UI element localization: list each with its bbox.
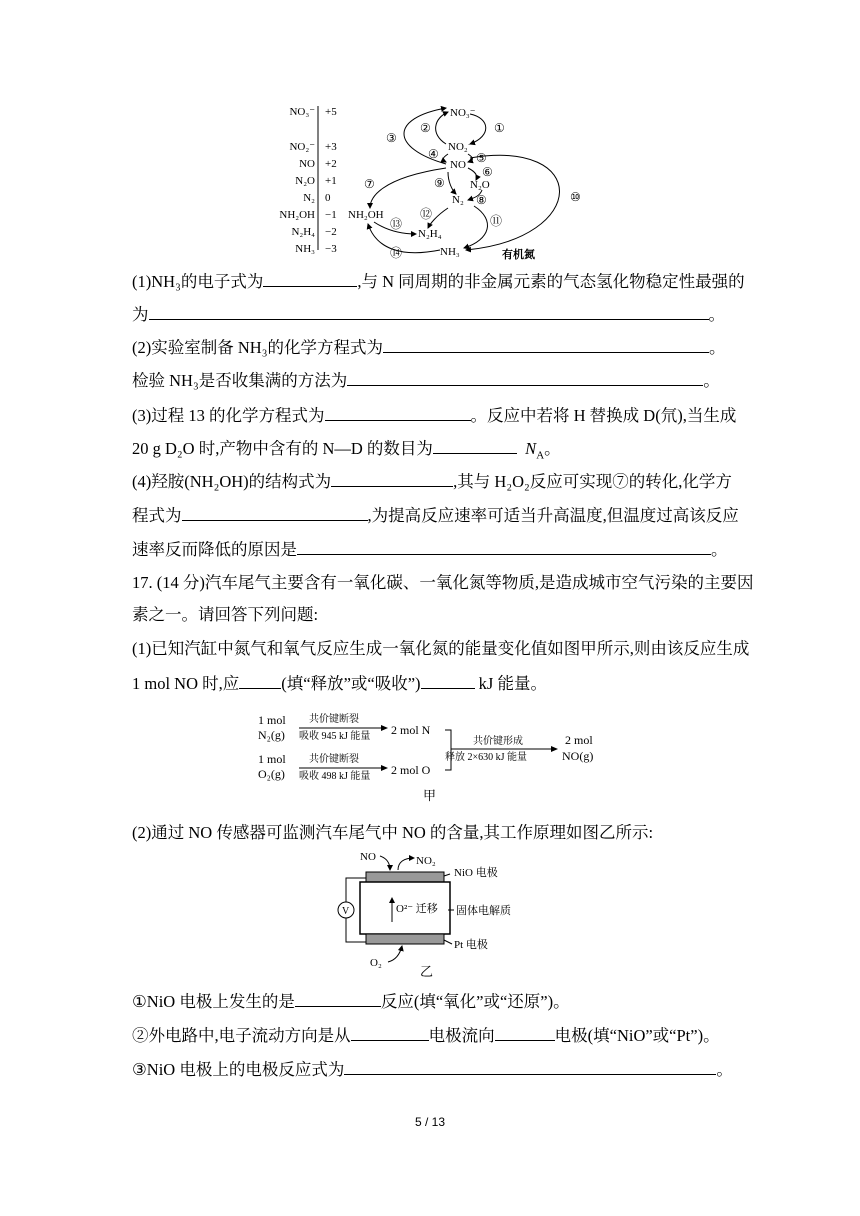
break1-bot: 吸收 945 kJ 能量 [299,731,371,742]
answer-blank[interactable] [331,470,453,487]
migration-label: O²⁻ 迁移 [396,903,438,915]
no-label: NO [360,851,376,863]
q17-intro-line1: 17. (14 分)汽车尾气主要含有一氧化碳、一氧化氮等物质,是造成城市空气污染的主要因 [132,573,754,592]
break2-top: 共价键断裂 [309,754,359,765]
level-state: +1 [325,175,337,187]
node-no3: NO₃⁻ [450,107,476,119]
n2-label: N₂(g) [258,728,285,742]
q16-part4-line3: 速率反而降低的原因是 。 [132,540,728,559]
level-state: +5 [325,106,337,118]
pt-electrode [366,934,444,944]
level-species: NO₃⁻ [289,106,315,118]
step-label: ⑭ [390,246,403,260]
node-nh3: NH₃ [440,246,460,258]
no-label: NO(g) [562,749,594,763]
level-state: +2 [325,158,337,170]
q17-sub1: ①NiO 电极上发生的是 反应(填“氧化”或“还原”)。 [132,992,570,1011]
answer-blank[interactable] [182,504,368,521]
answer-blank[interactable] [295,990,381,1007]
step-label: ⑧ [476,193,487,207]
answer-blank[interactable] [433,437,517,454]
step-label: ③ [386,131,397,145]
q16-part1-line1: (1)NH₃的电子式为 ,与 N 同周期的非金属元素的气态氢化物稳定性最强的 [132,272,745,291]
node-no: NO [450,159,466,171]
form-top: 共价键形成 [473,736,523,747]
level-species: N₂ [303,192,315,204]
no-amount: 2 mol [565,733,593,747]
step-label: ⑦ [364,177,375,191]
answer-blank[interactable] [263,270,357,287]
step-label: ⑩ [570,190,581,204]
node-n2h4: N₂H₄ [418,228,442,240]
level-state: −2 [325,226,337,238]
q16-part2-line1: (2)实验室制备 NH₃的化学方程式为 。 [132,338,726,357]
o2-label: O₂ [370,957,382,969]
level-species: NH₃ [295,243,315,255]
level-state: −3 [325,243,337,255]
nio-label: NiO 电极 [454,867,498,879]
step-label: ⑥ [482,165,493,179]
o2-amount: 1 mol [258,752,286,766]
node-no2: NO₂⁻ [448,141,474,153]
answer-blank[interactable] [383,336,709,353]
level-species: NO₂⁻ [289,141,315,153]
q16-part3-line2: 20 g D₂O 时,产物中含有的 N—D 的数目为 $N_A$。 [132,439,561,462]
caption-jia: 甲 [423,788,437,803]
answer-blank[interactable] [149,303,709,320]
no2-label: NO₂ [416,855,436,867]
sensor-diagram-yi [330,848,540,980]
node-n2: N₂ [452,194,464,206]
n2-amount: 1 mol [258,713,286,727]
node-organic-n: 有机氮 [502,249,535,261]
q16-part4-line2: 程式为 ,为提高反应速率可适当升高温度,但温度过高该反应 [132,506,739,525]
svg-text:V: V [342,906,350,917]
q17-part1-line2: 1 mol NO 时,应 (填“释放”或“吸收”) kJ 能量。 [132,674,547,693]
break1-top: 共价键断裂 [309,714,359,725]
answer-blank[interactable] [344,1058,716,1075]
electrolyte-label: 固体电解质 [456,905,511,917]
level-species: N₂O [295,175,315,187]
node-n2o: N₂O [470,179,490,191]
level-species: N₂H₄ [291,226,315,238]
step-label: ① [494,121,505,135]
q17-part1-line1: (1)已知汽缸中氮气和氧气反应生成一氧化氮的能量变化值如图甲所示,则由该反应生成 [132,639,750,658]
q17-intro-line2: 素之一。请回答下列问题: [132,605,319,624]
n-atoms: 2 mol N [391,723,431,737]
q17-part2: (2)通过 NO 传感器可监测汽车尾气中 NO 的含量,其工作原理如图乙所示: [132,823,654,842]
step-label: ⑤ [476,151,487,165]
step-label: ⑪ [490,214,503,228]
step-label: ④ [428,147,439,161]
step-label: ② [420,121,431,135]
level-species: NH₂OH [279,209,315,221]
answer-blank[interactable] [239,672,281,689]
form-bot: 释放 2×630 kJ 能量 [445,752,528,763]
node-nh2oh: NH₂OH [348,209,384,221]
level-state: −1 [325,209,337,221]
q16-part4-line1: (4)羟胺(NH₂OH)的结构式为 ,其与 H₂O₂反应可实现⑦的转化,化学方 [132,472,732,491]
q16-part3-line1: (3)过程 13 的化学方程式为 。反应中若将 H 替换成 D(氘),当生成 [132,406,737,425]
answer-blank[interactable] [325,404,471,421]
answer-blank[interactable] [351,1024,429,1041]
q17-sub2: ②外电路中,电子流动方向是从 电极流向 电极(填“NiO”或“Pt”)。 [132,1026,720,1045]
q17-sub3: ③NiO 电极上的电极反应式为 。 [132,1060,733,1079]
answer-blank[interactable] [495,1024,555,1041]
energy-diagram-jia [255,708,615,804]
break2-bot: 吸收 498 kJ 能量 [299,771,371,782]
level-state: +3 [325,141,337,153]
page-number: 5 / 13 [414,1115,446,1129]
o-atoms: 2 mol O [391,763,431,777]
step-label: ⑨ [434,176,445,190]
nio-electrode [366,872,444,882]
pt-label: Pt 电极 [454,939,488,951]
q16-part1-line2: 为 。 [132,305,725,324]
q16-part2-line2: 检验 NH₃是否收集满的方法为 。 [132,371,720,390]
o2-label: O₂(g) [258,767,285,781]
step-label: ⑬ [390,217,403,231]
level-species: NO [299,158,315,170]
step-label: ⑫ [420,207,433,221]
nitrogen-cycle-diagram [270,98,610,264]
answer-blank[interactable] [421,672,475,689]
answer-blank[interactable] [347,369,703,386]
answer-blank[interactable] [297,538,711,555]
level-state: 0 [325,192,331,204]
caption-yi: 乙 [420,964,434,979]
